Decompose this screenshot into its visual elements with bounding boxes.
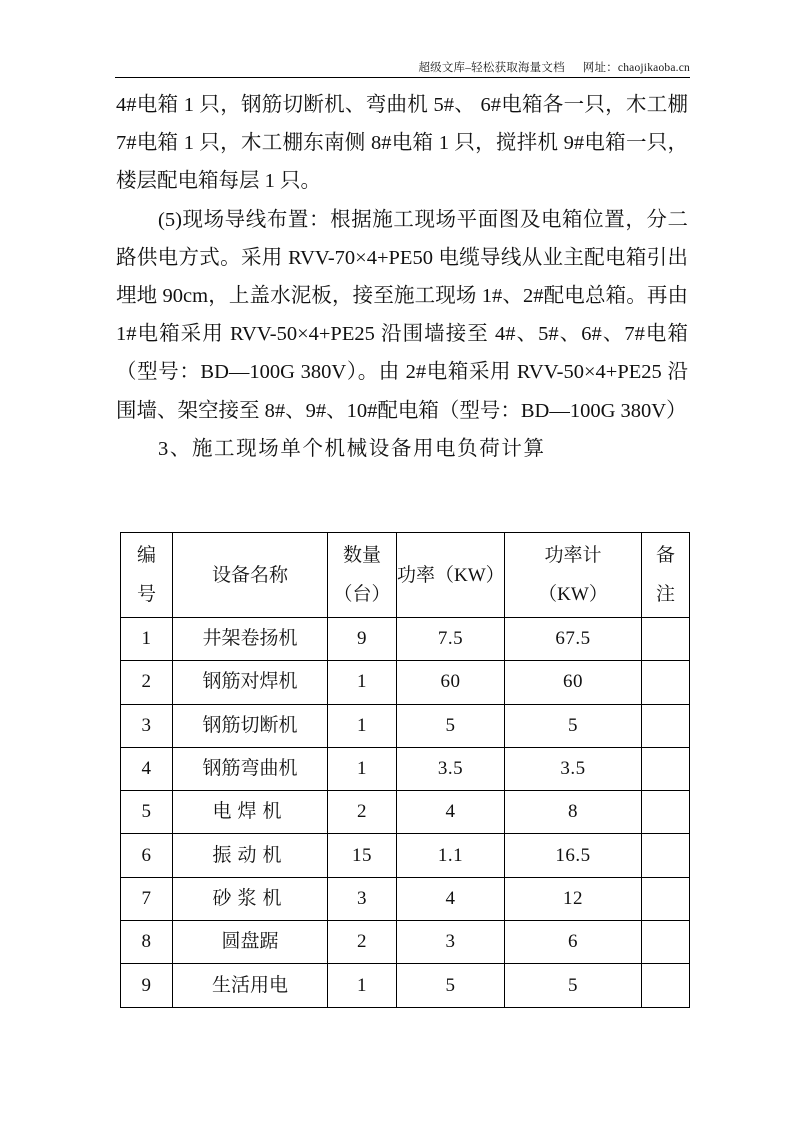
paragraph-electrical-boxes: 4#电箱 1 只，钢筋切断机、弯曲机 5#、 6#电箱各一只，木工棚 7#电箱 1 只，木工棚东南侧 8#电箱 1 只，搅拌机 9#电箱一只，楼层配电箱每层 1 只。	[116, 94, 688, 193]
cell-quantity: 1	[328, 964, 397, 1007]
cell-quantity: 2	[328, 791, 397, 834]
cell-power: 4	[397, 877, 505, 920]
cell-total-power: 5	[505, 964, 642, 1007]
cell-quantity: 15	[328, 834, 397, 877]
cell-equipment-name: 钢筋弯曲机	[173, 747, 328, 790]
cell-remark	[642, 661, 690, 704]
cell-total-power: 3.5	[505, 747, 642, 790]
cell-power: 5	[397, 704, 505, 747]
header-text	[418, 61, 690, 75]
table-header-row	[121, 533, 690, 618]
cell-remark	[642, 747, 690, 790]
cell-total-power: 60	[505, 661, 642, 704]
cell-remark	[642, 964, 690, 1007]
cell-equipment-name: 钢筋对焊机	[173, 661, 328, 704]
cell-remark	[642, 834, 690, 877]
cell-equipment-name: 电焊机	[173, 791, 328, 834]
cell-power: 3.5	[397, 747, 505, 790]
cell-total-power: 12	[505, 877, 642, 920]
column-header-power: 功率（KW）	[397, 533, 505, 618]
cell-equipment-name: 圆盘踞	[173, 921, 328, 964]
cell-remark	[642, 877, 690, 920]
cell-no: 2	[121, 661, 173, 704]
cell-no: 8	[121, 921, 173, 964]
cell-no: 1	[121, 618, 173, 661]
cell-remark	[642, 791, 690, 834]
cell-no: 9	[121, 964, 173, 1007]
cell-quantity: 2	[328, 921, 397, 964]
document-body	[116, 86, 688, 468]
table-body	[121, 618, 690, 1008]
table-row	[121, 704, 690, 747]
section-heading-load-calculation: 3、施工现场单个机械设备用电负荷计算	[158, 437, 546, 460]
column-header-equipment-name: 设备名称	[173, 533, 328, 618]
table-row	[121, 791, 690, 834]
table-row	[121, 618, 690, 661]
cell-total-power: 6	[505, 921, 642, 964]
header-divider-rule	[115, 77, 690, 78]
cell-equipment-name: 生活用电	[173, 964, 328, 1007]
cell-equipment-name: 砂浆机	[173, 877, 328, 920]
table-row	[121, 877, 690, 920]
table-row	[121, 661, 690, 704]
cell-power: 4	[397, 791, 505, 834]
cell-no: 4	[121, 747, 173, 790]
column-header-quantity: 数量 （台）	[328, 533, 397, 618]
table-row	[121, 921, 690, 964]
cell-equipment-name: 钢筋切断机	[173, 704, 328, 747]
column-header-no: 编 号	[121, 533, 173, 618]
cell-quantity: 1	[328, 747, 397, 790]
cell-quantity: 3	[328, 877, 397, 920]
cell-total-power: 5	[505, 704, 642, 747]
equipment-load-table	[120, 532, 690, 1008]
cell-total-power: 16.5	[505, 834, 642, 877]
table-header	[121, 533, 690, 618]
cell-power: 60	[397, 661, 505, 704]
cell-total-power: 8	[505, 791, 642, 834]
cell-no: 5	[121, 791, 173, 834]
cell-remark	[642, 618, 690, 661]
cell-no: 6	[121, 834, 173, 877]
cell-quantity: 1	[328, 661, 397, 704]
cell-no: 3	[121, 704, 173, 747]
column-header-remark: 备 注	[642, 533, 690, 618]
page-running-header	[115, 52, 690, 78]
cell-power: 5	[397, 964, 505, 1007]
cell-remark	[642, 921, 690, 964]
table-row	[121, 747, 690, 790]
cell-equipment-name: 井架卷扬机	[173, 618, 328, 661]
cell-remark	[642, 704, 690, 747]
table-row	[121, 964, 690, 1007]
header-site-name: 超级文库–轻松获取海量文档	[418, 62, 565, 74]
cell-total-power: 67.5	[505, 618, 642, 661]
table-row	[121, 834, 690, 877]
column-header-total-power: 功率计 （KW）	[505, 533, 642, 618]
cell-power: 7.5	[397, 618, 505, 661]
header-url: chaojikaoba.cn	[617, 62, 690, 74]
cell-quantity: 1	[328, 704, 397, 747]
cell-power: 1.1	[397, 834, 505, 877]
header-url-label: 网址：	[582, 62, 618, 74]
load-table-container	[120, 532, 689, 1008]
paragraph-wiring-layout: (5)现场导线布置：根据施工现场平面图及电箱位置，分二路供电方式。采用 RVV-70×4+PE50 电缆导线从业主配电箱引出埋地 90cm，上盖水泥板，接至施工现场 1#、2#配电总箱。再由 1#电箱采用 RVV-50×4+PE25 沿围墙接至 4#、5#、6#、7#电箱（型号：BD—100G 380V）。由 2#电箱采用 RVV-50×4+PE25 沿围墙、架空接至 8#、9#、10#配电箱（型号：BD—100G 380V）	[116, 208, 688, 422]
cell-equipment-name: 振动机	[173, 834, 328, 877]
cell-quantity: 9	[328, 618, 397, 661]
cell-no: 7	[121, 877, 173, 920]
cell-power: 3	[397, 921, 505, 964]
